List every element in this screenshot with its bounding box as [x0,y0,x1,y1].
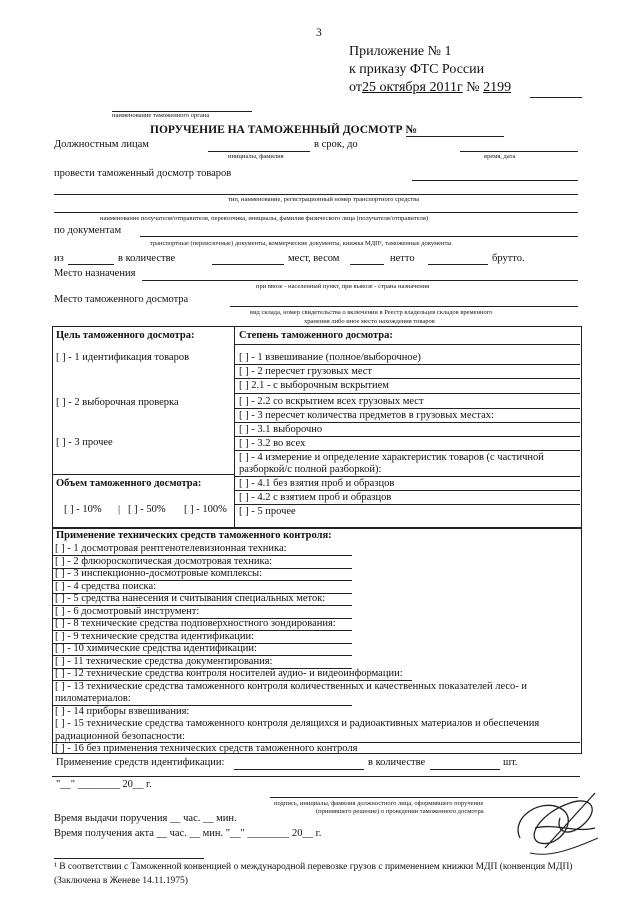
degree-row-line [234,490,580,491]
footnote-line-1: ¹ В соответствии с Таможенной конвенцией о международной перевозке грузов с применением книжки МДП (конвенция МДП) [54,862,573,872]
appendix-title: Приложение № 1 [349,44,452,59]
technical-row-line [52,630,352,631]
degree-item[interactable]: [ ] - 4.1 без взятия проб и образцов [239,478,395,489]
technical-item[interactable]: [ ] - 1 досмотровая рентгенотелевизионная техника: [55,543,287,554]
technical-item[interactable]: [ ] - 6 досмотровый инструмент: [55,605,200,617]
destination-label: Место назначения [54,268,136,279]
net-line [428,264,488,265]
documents-line [140,236,578,237]
by-documents-label: по документам [54,225,122,236]
order-number: 2199 [483,80,512,95]
degree-item[interactable]: [ ] - 1 взвешивание (полное/выборочное) [239,352,421,363]
signature-caption-2: (принявшего решение) о проведении таможенного досмотра [316,808,484,815]
order-date: 25 октября 2011г [361,80,463,95]
technical-item[interactable]: [ ] - 9 технические средства идентификации: [55,630,255,642]
table-divider [234,326,235,527]
footnote-separator [54,858,204,859]
technical-row-line [52,655,352,656]
officials-label: Должностным лицам [54,139,149,150]
identification-line [234,769,364,770]
degree-item[interactable]: [ ] - 5 прочее [239,506,296,517]
deadline-label: в срок, до [314,139,358,150]
volume-divider-mark: | [118,504,121,515]
purpose-item-3[interactable]: [ ] - 3 прочее [56,437,113,448]
net-label: нетто [390,253,415,264]
technical-item[interactable]: [ ] - 10 химические средства идентификации: [55,643,257,654]
technical-item[interactable]: [ ] - 13 технические средства таможенного контроля количественных и качественных показателей лесо- и [55,680,528,692]
from-label: из [54,253,64,264]
gross-label: брутто. [492,253,525,264]
technical-row-line [52,643,352,644]
technical-item[interactable]: [ ] - 4 средства поиска: [55,580,157,592]
degree-row-line [234,422,580,423]
purpose-title: Цель таможенного досмотра: [56,330,195,341]
technical-item-continuation: пиломатериалов: [55,693,131,704]
degree-row-line [234,504,580,505]
documents-caption: транспортные (перевозочные) документы, коммерческие документы, книжка МДП¹, таможенные документы [150,240,452,247]
purpose-item-2[interactable]: [ ] - 2 выборочная проверка [56,397,179,408]
appendix-order: к приказу ФТС России [349,62,485,77]
signature-caption-1: подпись, инициалы, фамилия должностного лица, оформившего поручение [274,800,484,807]
purpose-item-1[interactable]: [ ] - 1 идентификация товаров [56,352,190,363]
initials-caption: инициалы, фамилия [228,153,284,160]
degree-item-continuation: разборкой/с полной разборкой): [239,464,382,475]
officials-line [208,151,310,152]
technical-row-line [52,618,352,619]
degree-item[interactable]: [ ] 2.1 - с выборочным вскрытием [239,380,389,391]
technical-item[interactable]: [ ] - 2 флюороскопическая досмотровая техника: [55,555,273,567]
technical-item-continuation: радиационной безопасности: [55,730,185,742]
customs-body-line [112,111,252,112]
deadline-line [460,151,578,152]
handwritten-signature [500,778,610,868]
from-line [68,264,114,265]
technical-row-line [52,568,352,569]
date-prefix: от [349,80,362,95]
vehicle-caption: тип, наименование, регистрационный номер транспортного средства [228,196,420,203]
technical-item[interactable]: [ ] - 12 технические средства контроля носителей аудио- и видеоинформации: [55,668,403,679]
vehicle-line [54,194,578,195]
degree-item[interactable]: [ ] - 4 измерение и определение характеристик товаров (с частичной [239,452,544,463]
degree-row-line [234,436,580,437]
appendix-date-line [349,80,511,96]
time-date-caption: время, дата [484,153,516,160]
volume-title: Объем таможенного досмотра: [56,478,202,489]
identification-unit: шт. [503,757,518,768]
degree-row-line [234,393,580,394]
degree-item[interactable]: [ ] - 4.2 с взятием проб и образцов [239,492,392,503]
quantity-line [212,264,284,265]
technical-item[interactable]: [ ] - 11 технические средства документирования: [55,655,273,667]
warehouse-caption-2: хранения либо иное место нахождения товаров [304,318,435,325]
volume-separator [52,474,234,475]
technical-row-line [52,742,580,743]
technical-item[interactable]: [ ] - 16 без применения технических средств таможенного контроля [55,743,358,754]
identification-quantity-label: в количестве [368,757,426,768]
degree-row-line [234,476,580,477]
customs-body-caption: наименование таможенного органа [112,112,210,119]
inspection-place-label: Место таможенного досмотра [54,294,189,305]
technical-row-line [52,668,352,669]
technical-row-line [52,605,352,606]
degree-title: Степень таможенного досмотра: [239,330,393,341]
technical-item[interactable]: [ ] - 5 средства нанесения и считывания специальных меток: [55,593,326,604]
volume-option-100[interactable]: [ ] - 100% [184,504,227,515]
conduct-line [412,180,578,181]
technical-row-line [52,593,352,594]
degree-row-line [234,364,580,365]
footnote-line-2: (Заключена в Женеве 14.11.1975) [54,876,188,886]
technical-row-line [52,705,352,706]
identification-label: Применение средств идентификации: [56,757,225,768]
volume-option-10[interactable]: [ ] - 10% [64,504,102,515]
degree-item[interactable]: [ ] - 2 пересчет грузовых мест [239,366,373,377]
identification-bottom-line [52,776,580,777]
technical-row-line [52,580,352,581]
receipt-time: Время получения акта __ час. __ мин. "__" ________ 20__ г. [54,828,322,839]
identification-quantity-line [430,769,500,770]
technical-title: Применение технических средств таможенного контроля: [56,530,332,541]
title-number-line [406,136,504,137]
degree-row-line [234,408,580,409]
degree-row-line [234,450,580,451]
weight-line [350,264,384,265]
technical-item[interactable]: [ ] - 3 инспекционно-досмотровые комплексы: [55,568,263,579]
volume-option-50[interactable]: [ ] - 50% [128,504,166,515]
technical-item[interactable]: [ ] - 14 приборы взвешивания: [55,705,190,717]
technical-row-line [52,680,412,681]
issue-date: "__" ________ 20__ г. [56,779,152,790]
inspection-place-line [230,306,578,307]
degree-row-line [234,378,580,379]
places-weight-label: мест, весом [288,253,340,264]
number-prefix: № [466,80,480,95]
page-number: 3 [316,27,322,39]
recipient-caption: наименование получателя/отправителя, перевозчика, инициалы, фамилия физического лица (получателя/отправителя) [100,215,428,222]
recipient-line [54,212,578,213]
degree-item[interactable]: [ ] - 3.2 во всех [239,438,306,449]
document-title: ПОРУЧЕНИЕ НА ТАМОЖЕННЫЙ ДОСМОТР № [150,124,417,136]
destination-line [142,280,578,281]
order-number-underline [530,97,582,98]
issue-time: Время выдачи поручения __ час. __ мин. [54,813,237,824]
conduct-label: провести таможенный досмотр товаров [54,168,232,179]
technical-item[interactable]: [ ] - 15 технические средства таможенного контроля делящихся и радиоактивных материалов и обеспечения [55,718,540,729]
warehouse-caption-1: вид склада, номер свидетельства о включении в Реестр владельцев складов временного [250,309,493,316]
technical-row-line [52,555,352,556]
degree-title-line [234,344,580,345]
destination-caption: при ввозе - населенный пункт, при вывозе - страна назначения [256,283,430,290]
degree-item[interactable]: [ ] - 3 пересчет количества предметов в грузовых местах: [239,410,494,421]
degree-item[interactable]: [ ] - 2.2 со вскрытием всех грузовых мест [239,396,424,407]
quantity-label: в количестве [118,253,176,264]
degree-item[interactable]: [ ] - 3.1 выборочно [239,424,323,435]
technical-item[interactable]: [ ] - 8 технические средства подповерхностного зондирования: [55,618,336,629]
